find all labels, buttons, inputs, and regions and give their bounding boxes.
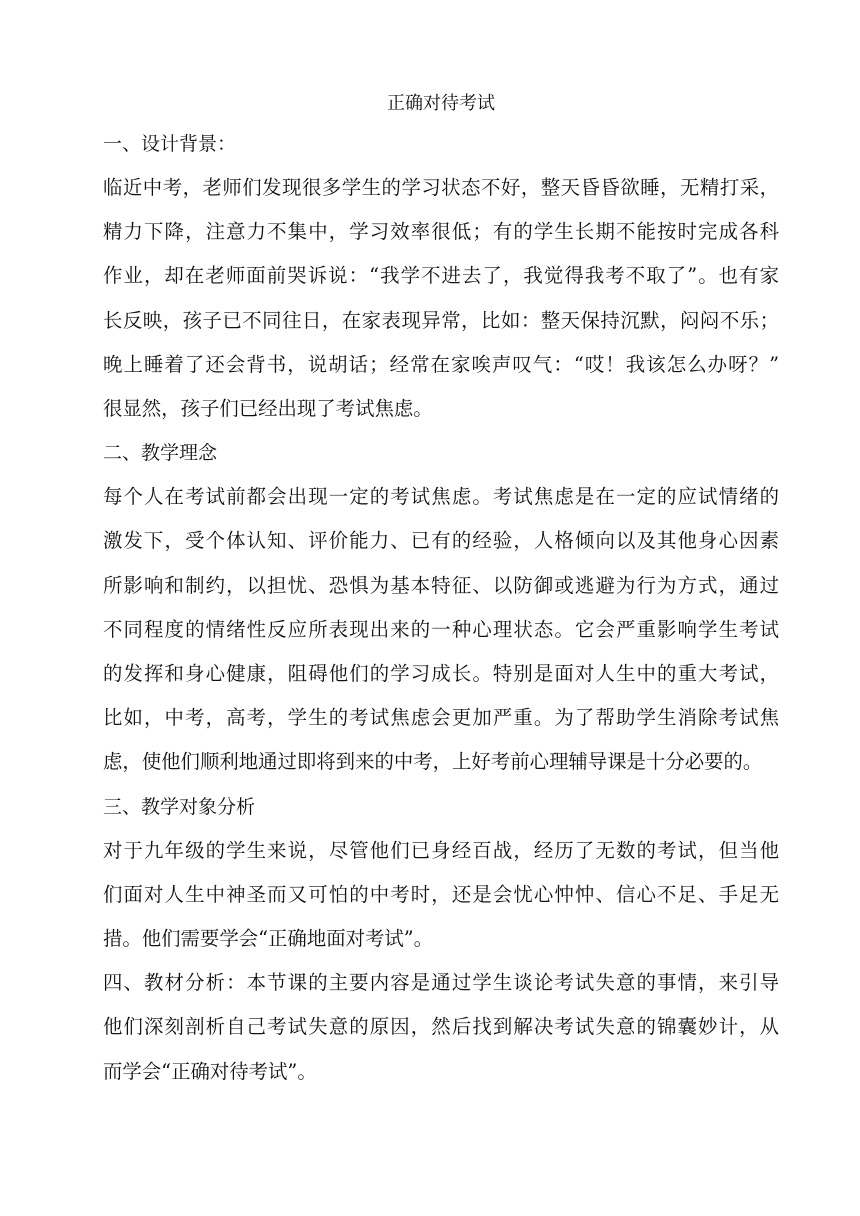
paragraph-line: 晚上睡着了还会背书，说胡话；经常在家唉声叹气：“哎！我该怎么办呀？”: [103, 352, 779, 376]
section-material-analysis: [103, 961, 779, 1094]
section-heading: 一、设计背景：: [103, 133, 237, 155]
paragraph-line: 激发下，受个体认知、评价能力、已有的经验，人格倾向以及其他身心因素: [103, 529, 779, 553]
paragraph-line: 所影响和制约，以担忧、恐惧为基本特征、以防御或逃避为行为方式，通过: [103, 573, 779, 597]
paragraph-line: 不同程度的情绪性反应所表现出来的一种心理状态。它会严重影响学生考试: [103, 617, 779, 641]
section-audience-analysis: [103, 785, 779, 962]
paragraph-line: 虑，使他们顺利地通过即将到来的中考，上好考前心理辅导课是十分必要的。: [103, 750, 763, 774]
paragraph-line: 精力下降，注意力不集中，学习效率很低；有的学生长期不能按时完成各科: [103, 220, 779, 244]
paragraph-line: 对于九年级的学生来说，尽管他们已身经百战，经历了无数的考试，但当他: [103, 838, 779, 862]
paragraph-line: 长反映，孩子已不同往日，在家表现异常，比如：整天保持沉默，闷闷不乐；: [103, 308, 779, 332]
paragraph-line: 的发挥和身心健康，阻碍他们的学习成长。特别是面对人生中的重大考试，: [103, 662, 779, 686]
paragraph-line: 四、教材分析：本节课的主要内容是通过学生谈论考试失意的事情，来引导: [103, 971, 779, 995]
paragraph-line: 临近中考，老师们发现很多学生的学习状态不好，整天昏昏欲睡，无精打采，: [103, 176, 779, 199]
section-heading: 三、教学对象分析: [103, 795, 256, 818]
paragraph-line: 而学会“正确对待考试”。: [103, 1059, 317, 1083]
document-title: 正确对待考试: [387, 93, 495, 114]
section-heading: 二、教学理念: [103, 442, 218, 465]
paragraph-line: 每个人在考试前都会出现一定的考试焦虑。考试焦虑是在一定的应试情绪的: [103, 485, 779, 509]
section-design-background: [103, 122, 779, 431]
paragraph-line: 很显然，孩子们已经出现了考试焦虑。: [103, 397, 433, 421]
document-page: [103, 86, 779, 1094]
paragraph-line: 作业，却在老师面前哭诉说：“我学不进去了，我觉得我考不取了”。也有家: [103, 264, 779, 288]
paragraph-line: 比如，中考，高考，学生的考试焦虑会更加严重。为了帮助学生消除考试焦: [103, 706, 779, 730]
section-teaching-philosophy: [103, 431, 779, 784]
paragraph-line: 措。他们需要学会“正确地面对考试”。: [103, 927, 434, 951]
paragraph-line: 们面对人生中神圣而又可怕的中考时，还是会忧心忡忡、信心不足、手足无: [103, 882, 779, 906]
paragraph-line: 他们深刻剖析自己考试失意的原因，然后找到解决考试失意的锦囊妙计，从: [103, 1015, 779, 1039]
section-paragraph: [103, 166, 779, 431]
section-paragraph: [103, 475, 779, 784]
section-paragraph: [103, 829, 779, 962]
section-paragraph: [103, 961, 779, 1094]
